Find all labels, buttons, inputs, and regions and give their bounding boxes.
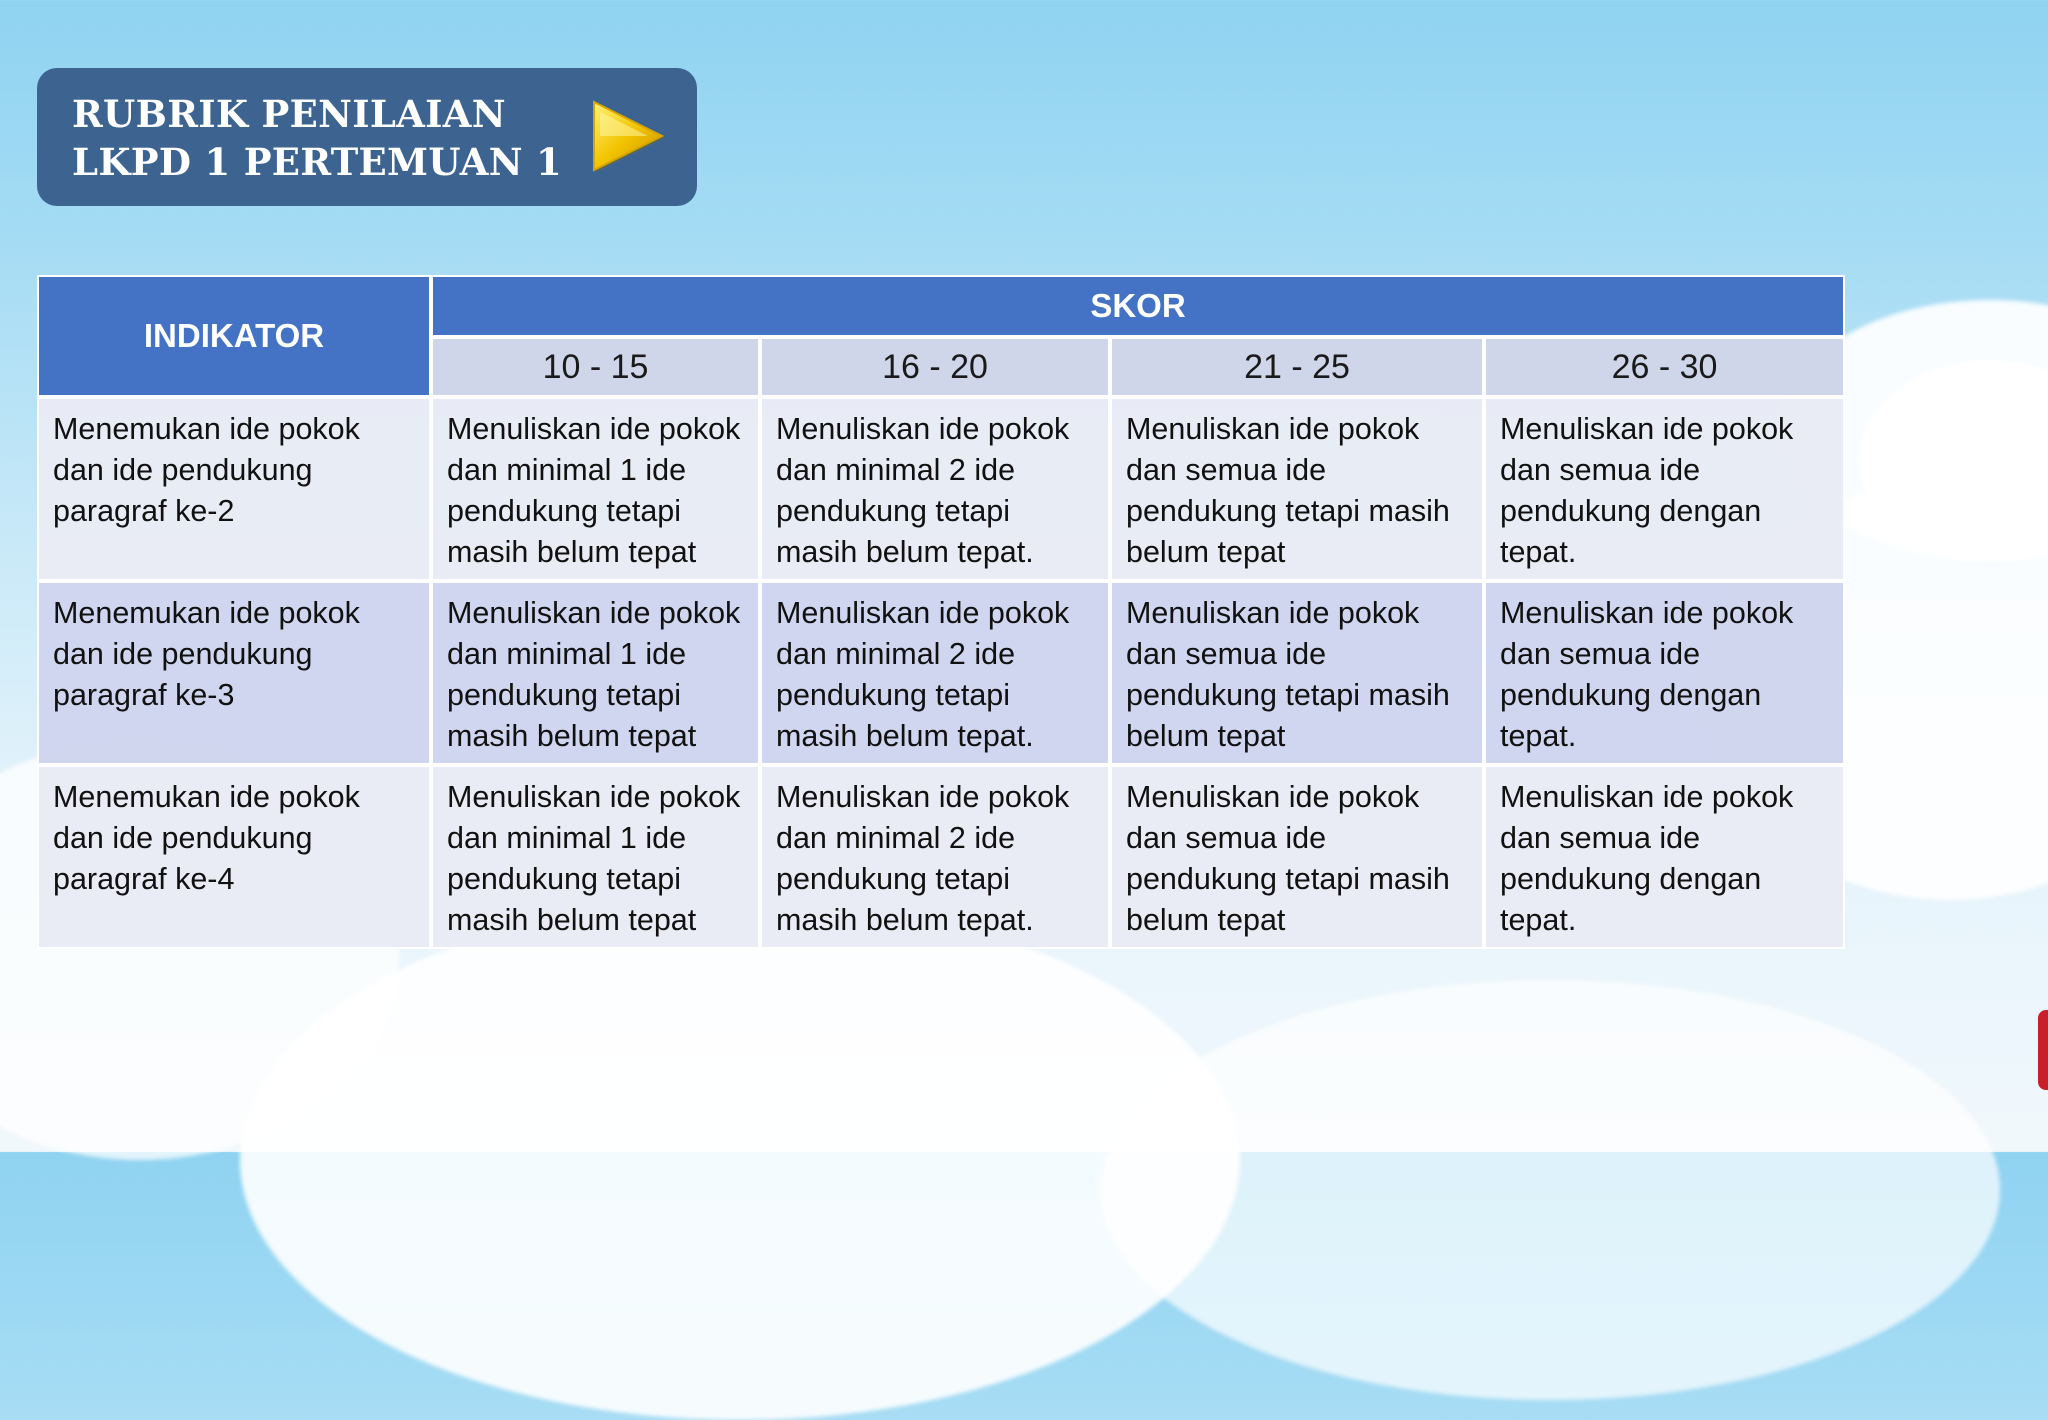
- criteria-cell: Menuliskan ide pokok dan semua ide pendukung dengan tepat.: [1484, 397, 1845, 581]
- rubric-table: [37, 275, 1845, 949]
- criteria-cell: Menuliskan ide pokok dan semua ide pendukung tetapi masih belum tepat: [1110, 765, 1484, 949]
- edge-decoration: [2038, 1010, 2048, 1090]
- score-range-header: 10 - 15: [431, 337, 760, 397]
- indikator-cell: Menemukan ide pokok dan ide pendukung paragraf ke-2: [37, 397, 431, 581]
- criteria-cell: Menuliskan ide pokok dan minimal 1 ide pendukung tetapi masih belum tepat: [431, 765, 760, 949]
- score-range-header: 26 - 30: [1484, 337, 1845, 397]
- criteria-cell: Menuliskan ide pokok dan minimal 1 ide pendukung tetapi masih belum tepat: [431, 581, 760, 765]
- cloud-decoration: [240, 900, 1240, 1420]
- criteria-cell: Menuliskan ide pokok dan minimal 2 ide pendukung tetapi masih belum tepat.: [760, 765, 1110, 949]
- table-row: [37, 581, 1845, 765]
- criteria-cell: Menuliskan ide pokok dan semua ide pendukung dengan tepat.: [1484, 581, 1845, 765]
- title-line-2: LKPD 1 PERTEMUAN 1: [72, 140, 563, 184]
- title-line-1: RUBRIK PENILAIAN: [72, 92, 506, 136]
- criteria-cell: Menuliskan ide pokok dan semua ide pendukung tetapi masih belum tepat: [1110, 581, 1484, 765]
- table-row: [37, 765, 1845, 949]
- skor-header: SKOR: [431, 275, 1845, 337]
- criteria-cell: Menuliskan ide pokok dan semua ide pendukung tetapi masih belum tepat: [1110, 397, 1484, 581]
- score-range-header: 21 - 25: [1110, 337, 1484, 397]
- play-arrow-icon[interactable]: [590, 100, 666, 172]
- criteria-cell: Menuliskan ide pokok dan minimal 1 ide pendukung tetapi masih belum tepat: [431, 397, 760, 581]
- criteria-cell: Menuliskan ide pokok dan minimal 2 ide pendukung tetapi masih belum tepat.: [760, 581, 1110, 765]
- indikator-header: INDIKATOR: [37, 275, 431, 397]
- indikator-cell: Menemukan ide pokok dan ide pendukung paragraf ke-4: [37, 765, 431, 949]
- criteria-cell: Menuliskan ide pokok dan semua ide pendukung dengan tepat.: [1484, 765, 1845, 949]
- score-range-header: 16 - 20: [760, 337, 1110, 397]
- table-row: [37, 397, 1845, 581]
- indikator-cell: Menemukan ide pokok dan ide pendukung paragraf ke-3: [37, 581, 431, 765]
- criteria-cell: Menuliskan ide pokok dan minimal 2 ide pendukung tetapi masih belum tepat.: [760, 397, 1110, 581]
